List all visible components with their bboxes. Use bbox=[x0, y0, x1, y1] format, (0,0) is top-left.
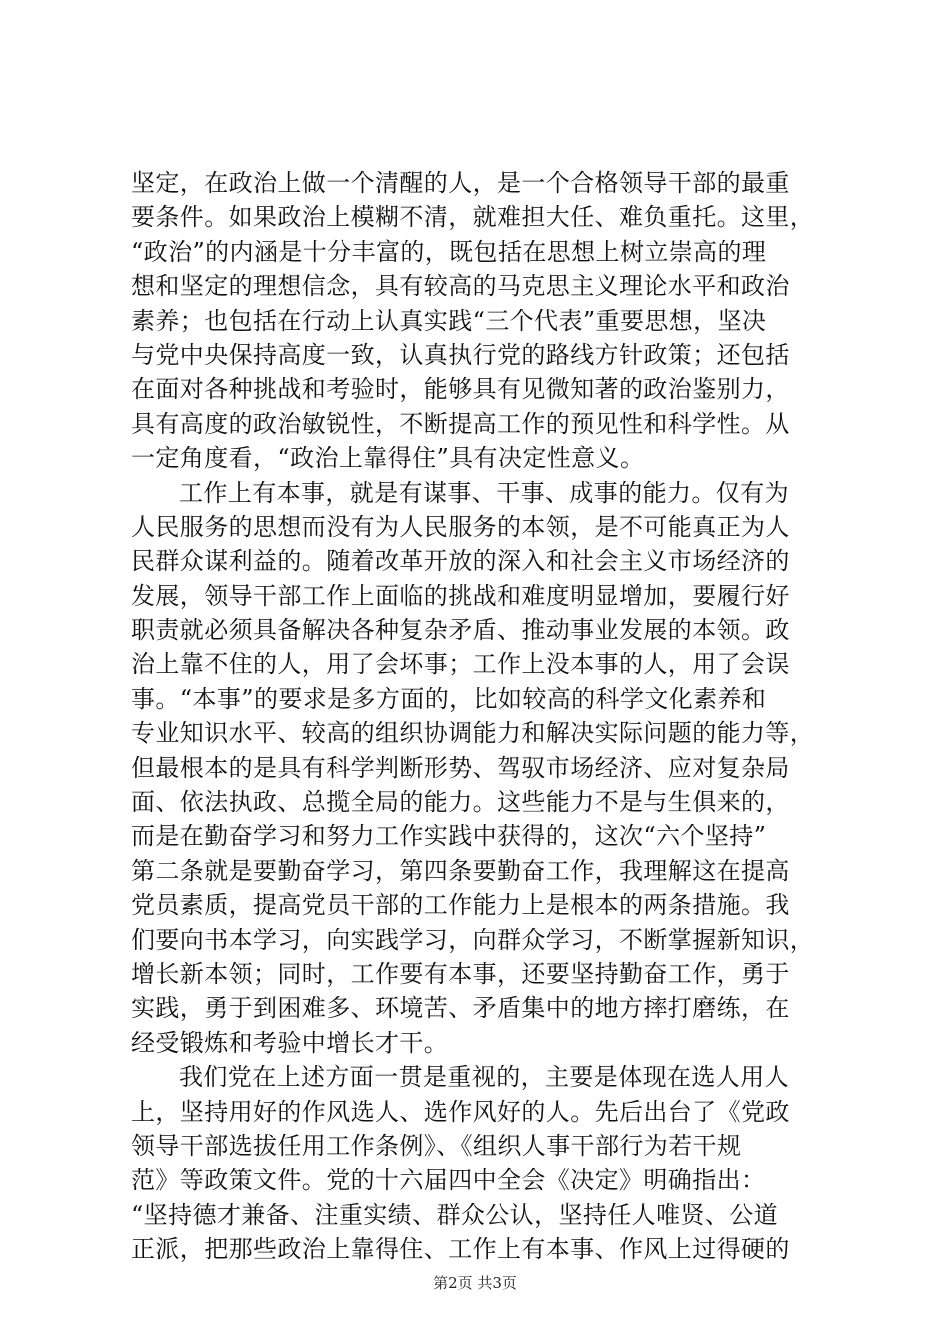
text-line: 第二条就是要勤奋学习，第四条要勤奋工作，我理解这在提高 bbox=[131, 856, 790, 885]
text-line: 与党中央保持高度一致，认真执行党的路线方针政策；还包括 bbox=[131, 340, 790, 369]
text-line: 职责就必须具备解决各种复杂矛盾、推动事业发展的本领。政 bbox=[131, 616, 790, 645]
text-line: 具有高度的政治敏锐性，不断提高工作的预见性和科学性。从 bbox=[131, 409, 790, 438]
text-line: 素养；也包括在行动上认真实践“三个代表”重要思想，坚决 bbox=[131, 306, 767, 335]
text-line: 面、依法执政、总揽全局的能力。这些能力不是与生俱来的， bbox=[131, 788, 790, 817]
paragraph bbox=[131, 166, 831, 476]
text-line: 党员素质，提高党员干部的工作能力上是根本的两条措施。我 bbox=[131, 891, 790, 920]
text-line: “政治”的内涵是十分丰富的，既包括在思想上树立崇高的理 bbox=[131, 237, 767, 266]
text-line: 增长新本领；同时，工作要有本事，还要坚持勤奋工作，勇于 bbox=[131, 959, 790, 988]
text-line: 治上靠不住的人，用了会坏事；工作上没本事的人，用了会误 bbox=[131, 650, 790, 679]
text-line: 但最根本的是具有科学判断形势、驾驭市场经济、应对复杂局 bbox=[131, 753, 790, 782]
text-line: 事。“本事”的要求是多方面的，比如较高的科学文化素养和 bbox=[131, 684, 767, 713]
text-line: 人民服务的思想而没有为人民服务的本领，是不可能真正为人 bbox=[131, 512, 790, 541]
text-line: 坚定，在政治上做一个清醒的人，是一个合格领导干部的最重 bbox=[131, 169, 790, 197]
text-line: 要条件。如果政治上模糊不清，就难担大任、难负重托。这里， bbox=[131, 203, 815, 232]
paragraph bbox=[131, 476, 831, 1061]
text-line: 工作上有本事，就是有谋事、干事、成事的能力。仅有为 bbox=[179, 478, 789, 507]
text-line: 发展，领导干部工作上面临的挑战和难度明显增加，要履行好 bbox=[131, 581, 790, 610]
text-line: 而是在勤奋学习和努力工作实践中获得的，这次“六个坚持” bbox=[131, 822, 767, 851]
text-line: 领导干部选拔任用工作条例》、《组织人事干部行为若干规 bbox=[131, 1131, 742, 1160]
text-line: 我们党在上述方面一贯是重视的，主要是体现在选人用人 bbox=[179, 1063, 789, 1092]
body-text bbox=[131, 166, 831, 1267]
text-line: 想和坚定的理想信念，具有较高的马克思主义理论水平和政治 bbox=[131, 272, 790, 301]
text-line: 专业知识水平、较高的组织协调能力和解决实际问题的能力等， bbox=[131, 719, 815, 748]
text-line: 们要向书本学习，向实践学习，向群众学习，不断掌握新知识， bbox=[131, 925, 815, 954]
paragraph bbox=[131, 1060, 831, 1266]
text-line: 上，坚持用好的作风选人、选作风好的人。先后出台了《党政 bbox=[131, 1097, 790, 1126]
text-line: 一定角度看，“政治上靠得住”具有决定性意义。 bbox=[131, 444, 645, 473]
text-line: 范》等政策文件。党的十六届四中全会《决定》明确指出： bbox=[131, 1166, 766, 1195]
text-line: “坚持德才兼备、注重实绩、群众公认，坚持任人唯贤、公道 bbox=[131, 1200, 779, 1229]
page-footer: 第2页 共3页 bbox=[433, 1274, 517, 1292]
text-line: 实践，勇于到困难多、环境苦、矛盾集中的地方摔打磨练，在 bbox=[131, 994, 790, 1023]
text-line: 正派，把那些政治上靠得住、工作上有本事、作风上过得硬的 bbox=[131, 1235, 790, 1264]
text-line: 经受锻炼和考验中增长才干。 bbox=[131, 1028, 449, 1057]
text-line: 民群众谋利益的。随着改革开放的深入和社会主义市场经济的 bbox=[131, 547, 790, 576]
text-line: 在面对各种挑战和考验时，能够具有见微知著的政治鉴别力， bbox=[131, 375, 790, 404]
